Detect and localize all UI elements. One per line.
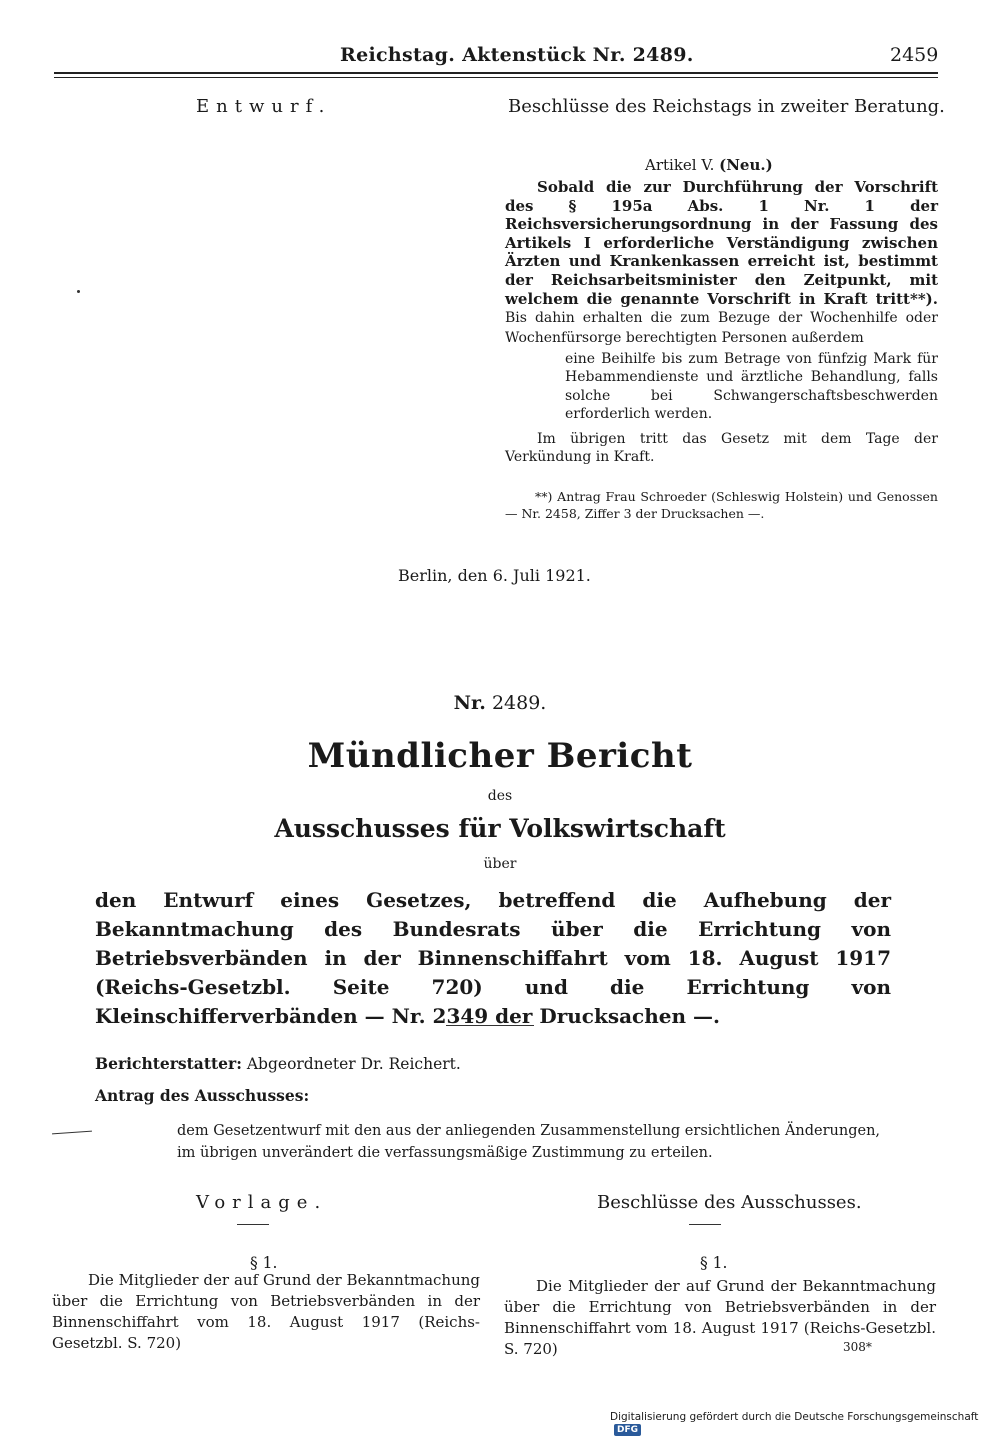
article-footnote: **) Antrag Frau Schroeder (Schleswig Holstein) und Genossen — Nr. 2458, Ziffer 3 der Drucksachen —. (505, 489, 938, 521)
right-paragraph-number: § 1. (700, 1254, 728, 1272)
header-rule (54, 72, 938, 74)
article-indented-text: eine Beihilfe bis zum Betrage von fünfzig Mark für Hebammendienste und ärztliche Behandlung, falls solche bei Schwangerschaftsbeschwerden erforderlich werden. (565, 351, 938, 423)
motion-text: dem Gesetzentwurf mit den aus der anliegenden Zusammenstellung ersichtlichen Änderungen, im übrigen unverändert die verfassungsmäßige Zustimmung zu erteilen. (177, 1123, 881, 1161)
left-paragraph-number: § 1. (250, 1254, 278, 1272)
article-normal-text: Bis dahin erhalten die zum Bezuge der Wochenhilfe oder Wochenfürsorge berechtigten Personen außerdem (505, 310, 938, 346)
left-column-heading: Entwurf. (196, 96, 332, 117)
rapporteur-label: Berichterstatter: (95, 1054, 242, 1073)
date-line: Berlin, den 6. Juli 1921. (398, 566, 591, 585)
article-closing-text: Im übrigen tritt das Gesetz mit dem Tage der Verkündung in Kraft. (505, 431, 938, 466)
article-label: Artikel V. (645, 156, 715, 174)
digitization-credit (610, 1411, 1000, 1436)
margin-mark (52, 1131, 92, 1135)
motion-label: Antrag des Ausschusses: (95, 1086, 310, 1105)
report-des: des (487, 788, 513, 804)
divider (446, 1025, 534, 1026)
vorlage-heading: Vorlage. (196, 1192, 328, 1213)
right-paragraph-text: Die Mitglieder der auf Grund der Bekanntmachung über die Errichtung von Betriebsverbänden in der Binnenschiffahrt vom 18. August 1917 (Reichs-Gesetzbl. S. 720) (504, 1277, 936, 1358)
speck (77, 290, 80, 293)
right-column-heading: Beschlüsse des Reichstags in zweiter Beratung. (508, 96, 945, 117)
report-number-prefix: Nr. (453, 692, 486, 714)
right-heading-rule (689, 1224, 721, 1225)
rapporteur-line (95, 1054, 461, 1073)
article-bold-text: Sobald die zur Durchführung der Vorschrift des § 195a Abs. 1 Nr. 1 der Reichsversicherungsordnung in der Fassung des Artikels I erforderliche Verständigung zwischen Ärzten und Krankenkassen erreicht ist, bestimmt der Reichsarbeitsminister den Zeitpunkt, mit welchem die genannte Vorschrift in Kraft tritt**). Bis dahin erhalten die zum Bezuge der Wochenhilfe oder Wochenfürsorge berechtigten Personen außerdem (505, 178, 938, 346)
article-new-tag: (Neu.) (719, 156, 773, 174)
left-heading-rule (237, 1224, 269, 1225)
running-title: Reichstag. Aktenstück Nr. 2489. (340, 44, 694, 66)
left-paragraph-text: Die Mitglieder der auf Grund der Bekanntmachung über die Errichtung von Betriebsverbänden in der Binnenschiffahrt vom 18. August 1917 (Reichs-Gesetzbl. S. 720) (52, 1271, 480, 1352)
committee-name: Ausschusses für Volkswirtschaft (274, 814, 726, 843)
rapporteur-name: Abgeordneter Dr. Reichert. (246, 1055, 461, 1073)
report-subject: den Entwurf eines Gesetzes, betreffend die Aufhebung der Bekanntmachung des Bundesrats über die Errichtung von Betriebsverbänden in der Binnenschiffahrt vom 18. August 1917 (Reichs-Gesetzbl. Seite 720) und die Errichtung von Kleinschifferverbänden — Nr. 2349 der Drucksachen —. (95, 888, 891, 1028)
dfg-logo: DFG (614, 1424, 641, 1436)
article-title (645, 156, 773, 174)
page-number: 2459 (890, 44, 939, 66)
report-number-value: 2489. (491, 692, 547, 714)
report-number (0, 692, 1000, 714)
report-ueber: über (483, 856, 517, 872)
header-rule-thin (54, 77, 938, 78)
credit-text: Digitalisierung gefördert durch die Deutsche Forschungsgemeinschaft (610, 1411, 979, 1423)
committee-decisions-heading: Beschlüsse des Ausschusses. (597, 1192, 862, 1213)
report-title: Mündlicher Bericht (307, 736, 693, 776)
signature-mark: 308* (843, 1340, 872, 1354)
